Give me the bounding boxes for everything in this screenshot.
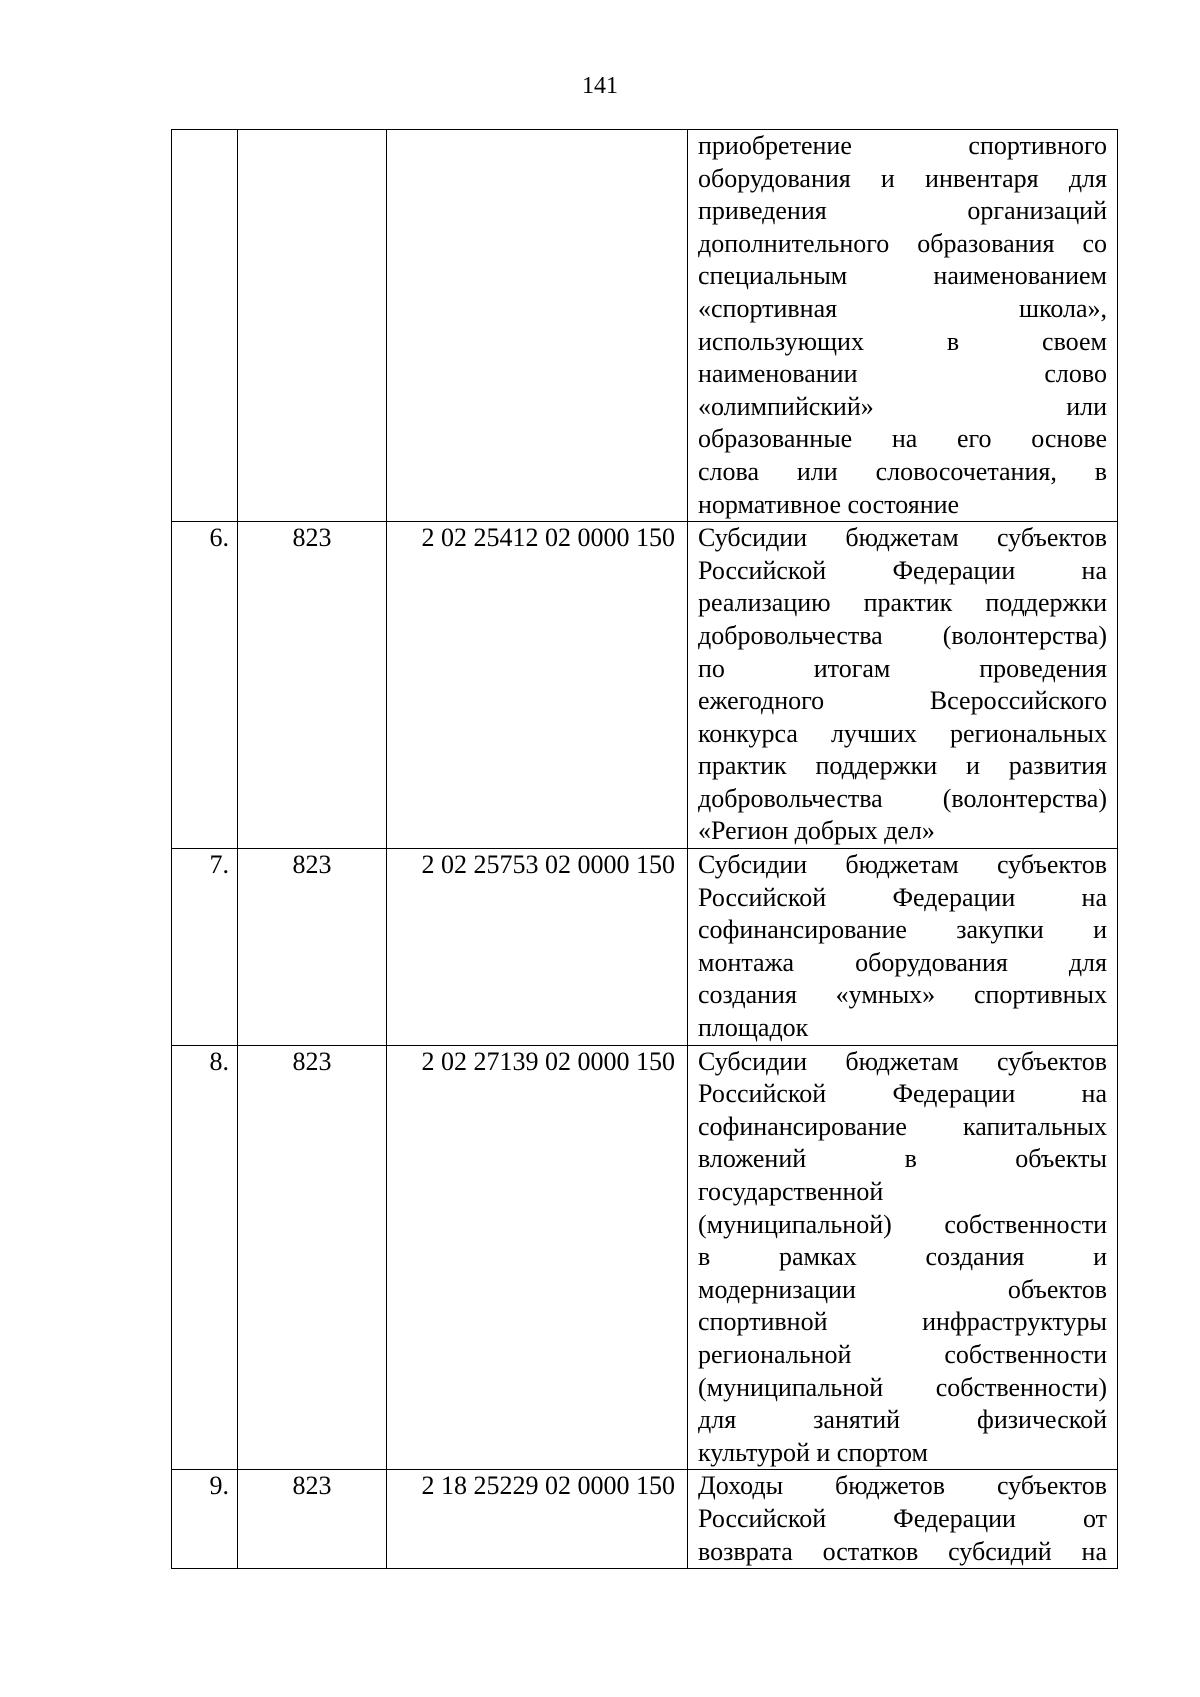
description-line: Российской Федерации от <box>698 1503 1107 1533</box>
description-cell <box>688 849 1118 1046</box>
description-line: Российской Федерации на <box>698 555 1107 585</box>
description-line: оборудования и инвентаря для <box>698 163 1107 193</box>
description-line: Субсидии бюджетам субъектов <box>698 1046 1107 1076</box>
description-cell <box>688 130 1118 522</box>
admin-code-cell: 823 <box>238 522 387 849</box>
row-number-cell: 6. <box>172 522 238 849</box>
table-row <box>172 522 1118 849</box>
table-row <box>172 130 1118 522</box>
description-line: государственной <box>698 1177 884 1206</box>
admin-code-cell <box>238 130 387 522</box>
description-line: конкурса лучших региональных <box>698 718 1107 748</box>
admin-code-cell: 823 <box>238 849 387 1046</box>
description-line: региональной собственности <box>698 1339 1107 1369</box>
table-row <box>172 1470 1118 1569</box>
budget-classification-code-cell: 2 02 25753 02 0000 150 <box>387 849 688 1046</box>
description-line: «олимпийский» или <box>698 391 1107 421</box>
description-line: ежегодного Всероссийского <box>698 686 1107 716</box>
description-line: «Регион добрых дел» <box>698 816 935 846</box>
description-line: культурой и спортом <box>698 1437 928 1467</box>
description-line: софинансирование закупки и <box>698 915 1107 945</box>
description-line: для занятий физической <box>698 1405 1107 1435</box>
description-line: добровольчества (волонтерства) <box>698 620 1107 650</box>
description-line: софинансирование капитальных <box>698 1111 1107 1141</box>
budget-codes-table <box>171 129 1118 1569</box>
description-line: дополнительного образования со <box>698 228 1107 258</box>
budget-classification-code-cell: 2 02 27139 02 0000 150 <box>387 1045 688 1470</box>
description-line: наименовании слово <box>698 359 1107 389</box>
description-line: Российской Федерации на <box>698 1079 1107 1109</box>
description-line: реализацию практик поддержки <box>698 588 1107 618</box>
description-line: использующих в своем <box>698 326 1107 356</box>
description-line: модернизации объектов <box>698 1274 1107 1304</box>
description-line: Российской Федерации на <box>698 882 1107 912</box>
description-line: слова или словосочетания, в <box>698 456 1107 486</box>
description-line: «спортивная школа», <box>698 293 1107 323</box>
description-line: приведения организаций <box>698 196 1107 226</box>
budget-classification-code-cell <box>387 130 688 522</box>
admin-code-cell: 823 <box>238 1045 387 1470</box>
row-number-cell: 9. <box>172 1470 238 1569</box>
admin-code-cell: 823 <box>238 1470 387 1569</box>
row-number-cell <box>172 130 238 522</box>
description-line: нормативное состояние <box>698 489 960 519</box>
description-cell <box>688 1470 1118 1569</box>
description-cell <box>688 522 1118 849</box>
description-line: (муниципальной) собственности <box>698 1209 1107 1239</box>
description-line: в рамках создания и <box>698 1242 1107 1272</box>
description-line: монтажа оборудования для <box>698 947 1107 977</box>
description-line: вложений в объекты <box>698 1144 1107 1174</box>
description-line: практик поддержки и развития <box>698 751 1107 781</box>
row-number-cell: 7. <box>172 849 238 1046</box>
description-line: приобретение спортивного <box>698 131 1107 160</box>
description-line: площадок <box>698 1013 809 1043</box>
description-line: возврата остатков субсидий на <box>698 1536 1107 1566</box>
description-cell <box>688 1045 1118 1470</box>
description-line: спортивной инфраструктуры <box>698 1307 1107 1337</box>
description-line: создания «умных» спортивных <box>698 980 1107 1010</box>
page-number: 141 <box>582 73 618 99</box>
description-line: Доходы бюджетов субъектов <box>698 1471 1107 1501</box>
description-line: добровольчества (волонтерства) <box>698 783 1107 813</box>
budget-classification-code-cell: 2 02 25412 02 0000 150 <box>387 522 688 849</box>
description-line: по итогам проведения <box>698 653 1107 683</box>
table-row <box>172 849 1118 1046</box>
description-line: Субсидии бюджетам субъектов <box>698 523 1107 553</box>
description-line: Субсидии бюджетам субъектов <box>698 850 1107 880</box>
budget-classification-code-cell: 2 18 25229 02 0000 150 <box>387 1470 688 1569</box>
description-line: образованные на его основе <box>698 424 1107 454</box>
description-line: (муниципальной собственности) <box>698 1372 1107 1402</box>
table-row <box>172 1045 1118 1470</box>
description-line: специальным наименованием <box>698 261 1107 291</box>
row-number-cell: 8. <box>172 1045 238 1470</box>
